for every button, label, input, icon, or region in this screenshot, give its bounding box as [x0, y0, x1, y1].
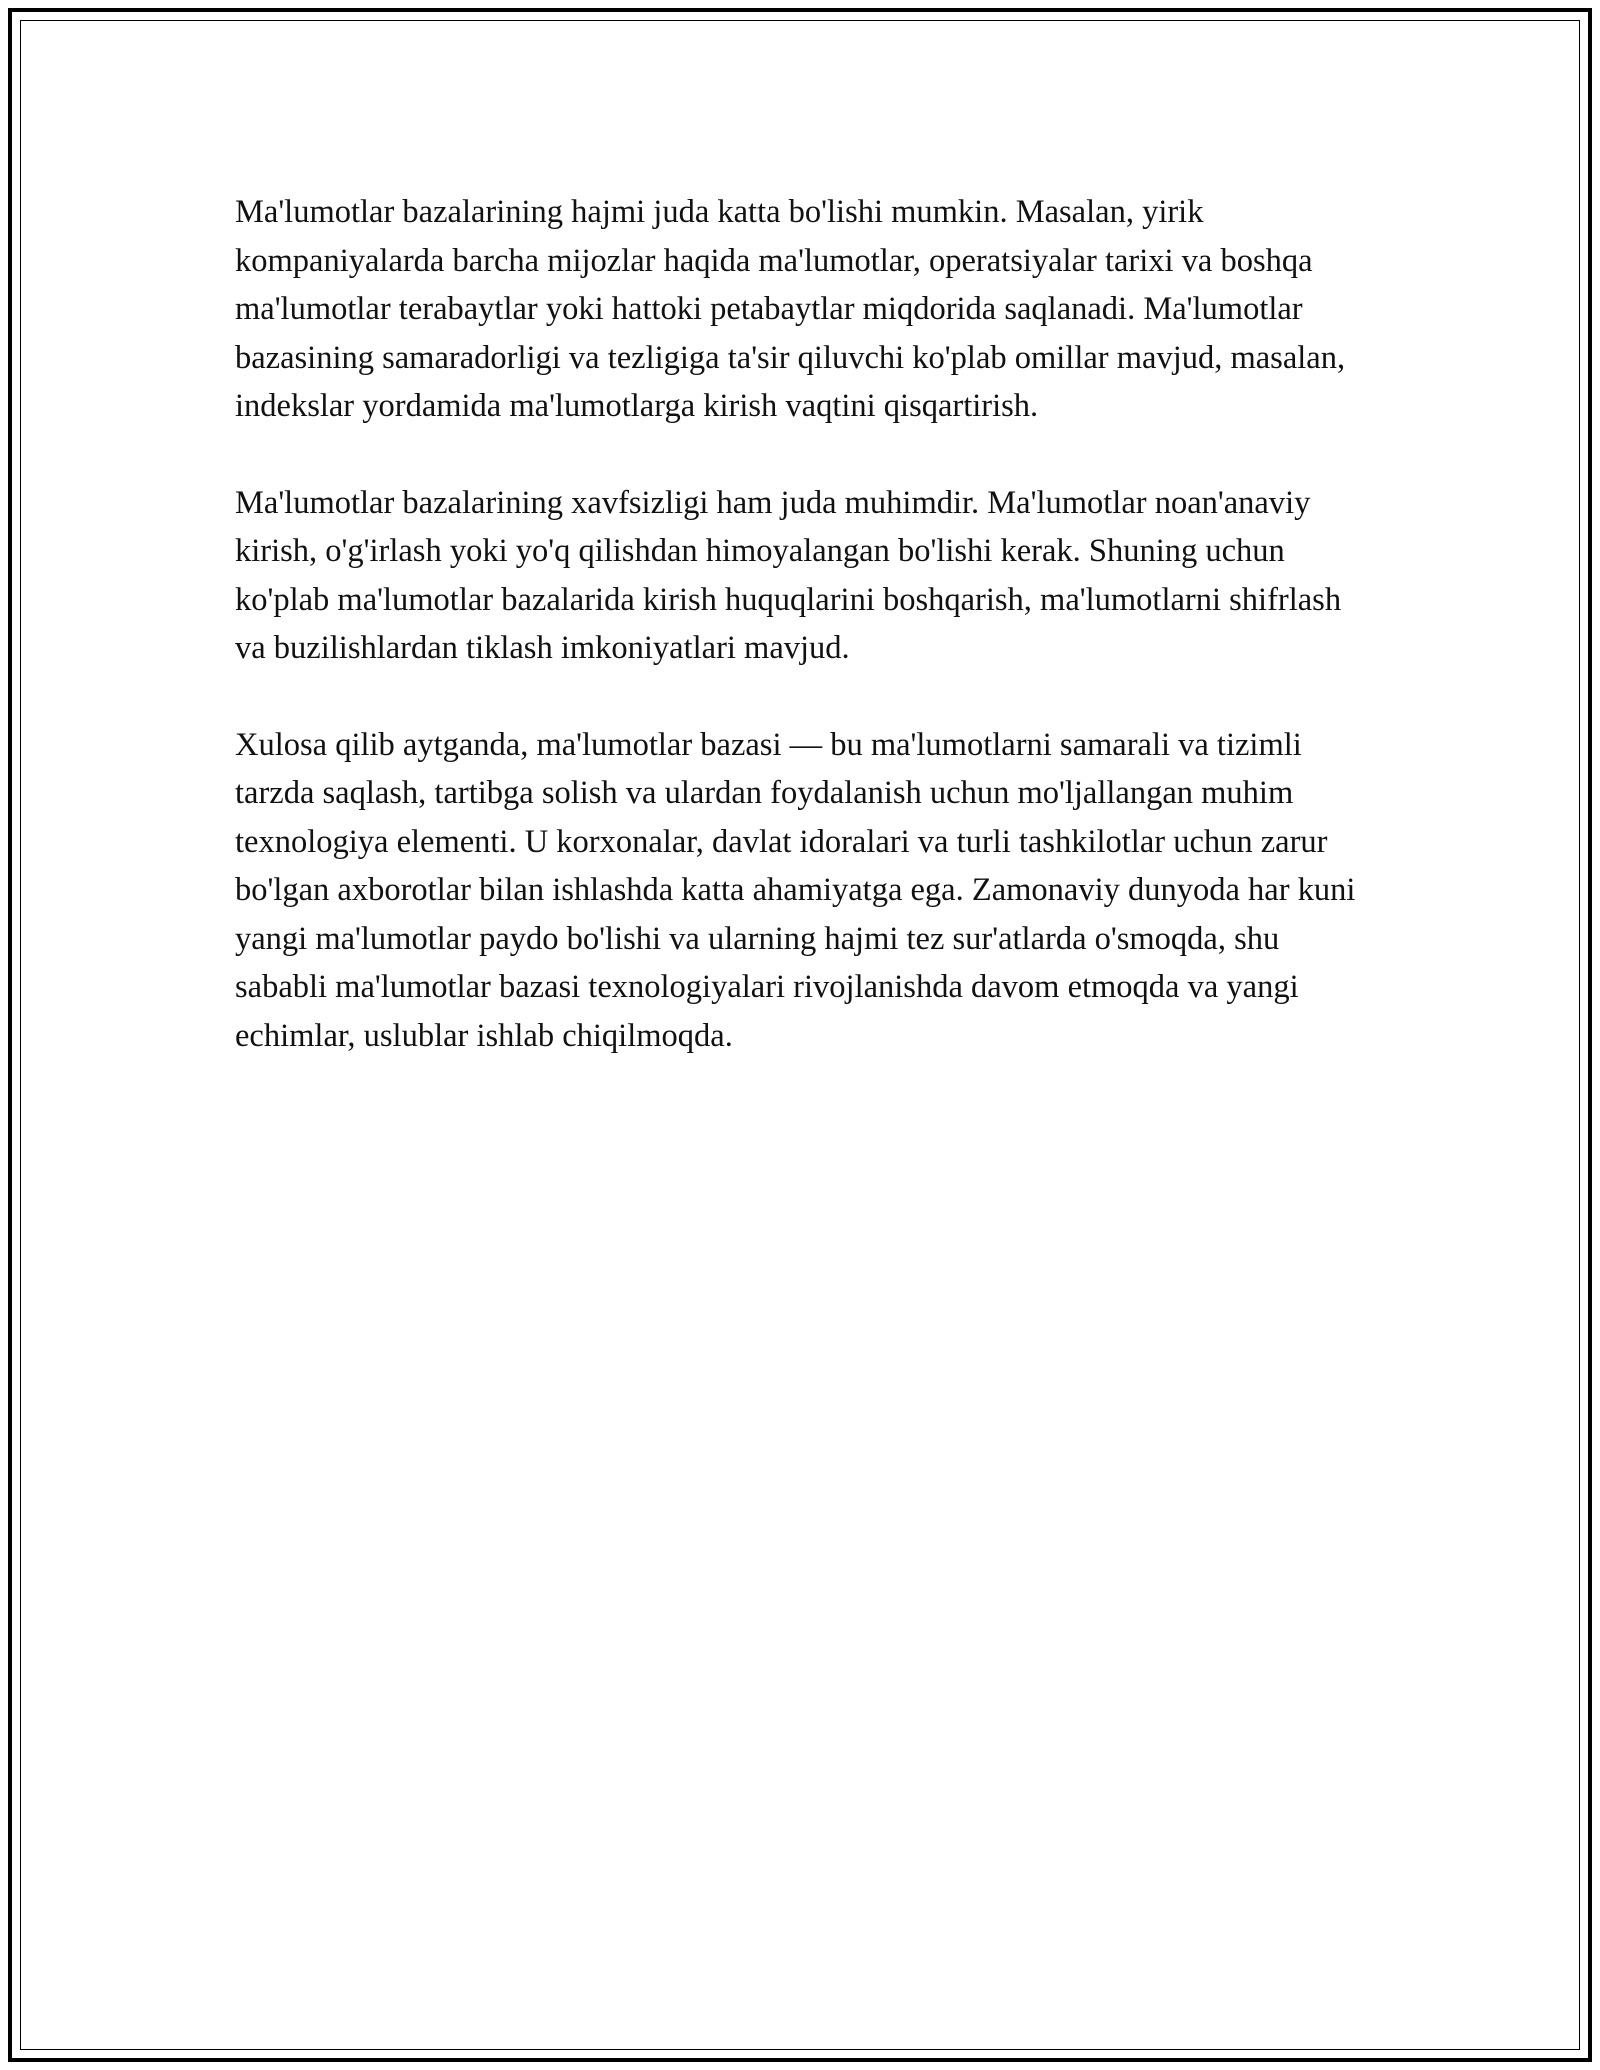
- paragraph-database-security: Ma'lumotlar bazalarining xavfsizligi ham juda muhimdir. Ma'lumotlar noan'anaviy kirish, o'g'irlash yoki yo'q qilishdan himoyalangan bo'lishi kerak. Shuning uchun ko'plab ma'lumotlar bazalarida kirish huquqlarini boshqarish, ma'lumotlarni shifrlash va buzilishlardan tiklash imkoniyatlari mavjud.: [235, 484, 1342, 666]
- paragraph-conclusion: Xulosa qilib aytganda, ma'lumotlar bazasi — bu ma'lumotlarni samarali va tizimli tarzda saqlash, tartibga solish va ulardan foydalanish uchun mo'ljallangan muhim texnologiya elementi. U korxonalar, davlat idoralari va turli tashkilotlar uchun zarur bo'lgan axborotlar bilan ishlashda katta ahamiyatga ega. Zamonaviy dunyoda har kuni yangi ma'lumotlar paydo bo'lishi va ularning hajmi tez sur'atlarda o'smoqda, shu sababli ma'lumotlar bazasi texnologiyalari rivojlanishda davom etmoqda va yangi echimlar, uslublar ishlab chiqilmoqda.: [235, 726, 1356, 1054]
- document-body: [235, 188, 1375, 1108]
- paragraph-database-size: Ma'lumotlar bazalarining hajmi juda katta bo'lishi mumkin. Masalan, yirik kompaniyalarda barcha mijozlar haqida ma'lumotlar, operatsiyalar tarixi va boshqa ma'lumotlar terabaytlar yoki hattoki petabaytlar miqdorida saqlanadi. Ma'lumotlar bazasining samaradorligi va tezligiga ta'sir qiluvchi ko'plab omillar mavjud, masalan, indekslar yordamida ma'lumotlarga kirish vaqtini qisqartirish.: [235, 194, 1346, 424]
